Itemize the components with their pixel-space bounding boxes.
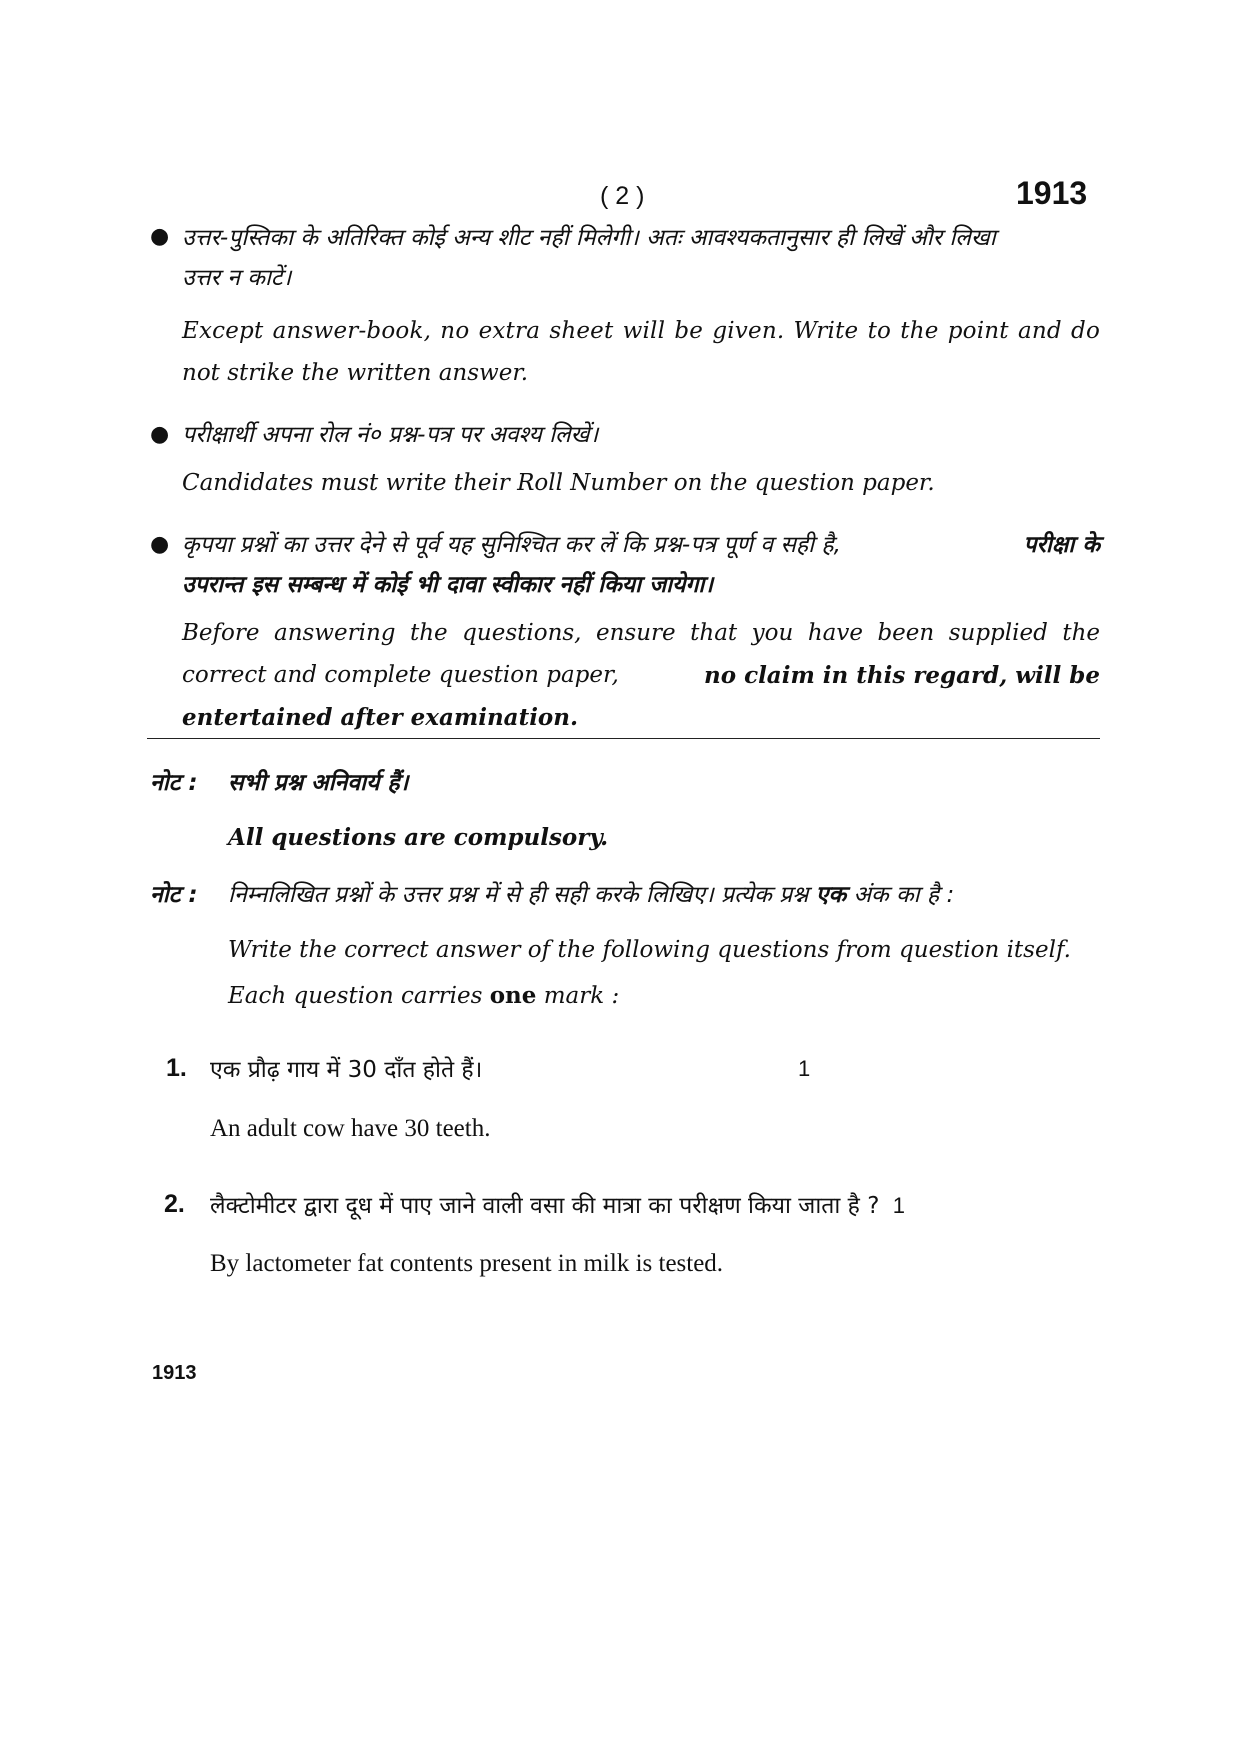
instruction-2-english: Candidates must write their Roll Number on the question paper. <box>182 470 935 496</box>
question-2-hindi <box>210 1188 905 1220</box>
note-2-english-line2 <box>228 982 619 1009</box>
instruction-1-english-line1 <box>182 318 1100 344</box>
note-2-hindi-after: अंक का है : <box>853 882 955 908</box>
instruction-3-english-line3: entertained after examination. <box>182 704 578 731</box>
question-1-english: An adult cow have 30 teeth. <box>210 1115 491 1142</box>
instruction-3-hindi-line2: उपरान्त इस सम्बन्ध में कोई भी दावा स्वीकार नहीं किया जायेगा। <box>182 572 714 598</box>
instruction-1-english-line2: not strike the written answer. <box>182 360 529 386</box>
paper-code-footer: 1913 <box>152 1362 197 1384</box>
instruction-3-english-line1 <box>182 620 1100 646</box>
instruction-3-hindi-bold: परीक्षा के <box>1023 532 1100 558</box>
page-number: ( 2 ) <box>600 182 645 210</box>
question-2-number: 2. <box>164 1190 185 1218</box>
instruction-3-english-bold: no claim in this regard, will be <box>704 662 1100 689</box>
note-2-label: नोट : <box>150 882 198 908</box>
instruction-1-hindi-text: उत्तर-पुस्तिका के अतिरिक्त कोई अन्य शीट नहीं मिलेगी। अतः आवश्यकतानुसार ही लिखें और लिखा <box>182 225 996 251</box>
bullet-icon: ● <box>150 224 170 249</box>
instruction-3-hindi-normal: कृपया प्रश्नों का उत्तर देने से पूर्व यह सुनिश्चित कर लें कि प्रश्न-पत्र पूर्ण व सही है, <box>182 532 841 558</box>
instruction-3-english-text: Before answering the questions, ensure that you have been supplied the <box>182 620 1100 646</box>
note-2-english-bold: one <box>489 982 537 1009</box>
question-1-number: 1. <box>166 1054 187 1082</box>
instruction-1-hindi-line2: उत्तर न काटें। <box>182 265 292 291</box>
note-2-english-before: Each question carries <box>228 983 483 1009</box>
note-2-hindi <box>228 877 954 909</box>
note-2-hindi-before: निम्नलिखित प्रश्नों के उत्तर प्रश्न में से ही सही करके लिखिए। प्रत्येक प्रश्न <box>228 882 809 908</box>
note-1-label: नोट : <box>150 770 198 796</box>
bullet-icon: ● <box>150 422 170 447</box>
note-2-hindi-bold: एक <box>815 882 847 908</box>
instruction-1-english-text: Except answer-book, no extra sheet will be given. Write to the point and do <box>182 318 1100 344</box>
question-2-hindi-text: लैक्टोमीटर द्वारा दूध में पाए जाने वाली वसा की मात्रा का परीक्षण किया जाता है ? <box>210 1193 880 1219</box>
instruction-3-english-normal: correct and complete question paper, <box>182 662 619 688</box>
question-1-hindi: एक प्रौढ़ गाय में 30 दाँत होते हैं। <box>210 1057 483 1083</box>
note-1-hindi: सभी प्रश्न अनिवार्य हैं। <box>228 770 409 796</box>
instruction-2-hindi: परीक्षार्थी अपना रोल नं० प्रश्न-पत्र पर अवश्य लिखें। <box>182 422 599 448</box>
bullet-icon: ● <box>150 532 170 557</box>
instruction-3-hindi-line1 <box>182 527 1100 559</box>
question-1-marks: 1 <box>798 1056 811 1081</box>
section-divider <box>147 738 1100 739</box>
note-2-english-after: mark : <box>543 983 620 1009</box>
note-1-english: All questions are compulsory. <box>228 824 609 851</box>
note-2-english-line1: Write the correct answer of the following questions from question itself. <box>228 937 1071 963</box>
instruction-1-hindi-line1 <box>182 220 1100 252</box>
paper-code-header: 1913 <box>1016 175 1088 211</box>
instruction-3-english-line2 <box>182 662 1100 689</box>
question-2-marks: 1 <box>892 1193 905 1218</box>
question-2-english: By lactometer fat contents present in milk is tested. <box>210 1250 724 1277</box>
